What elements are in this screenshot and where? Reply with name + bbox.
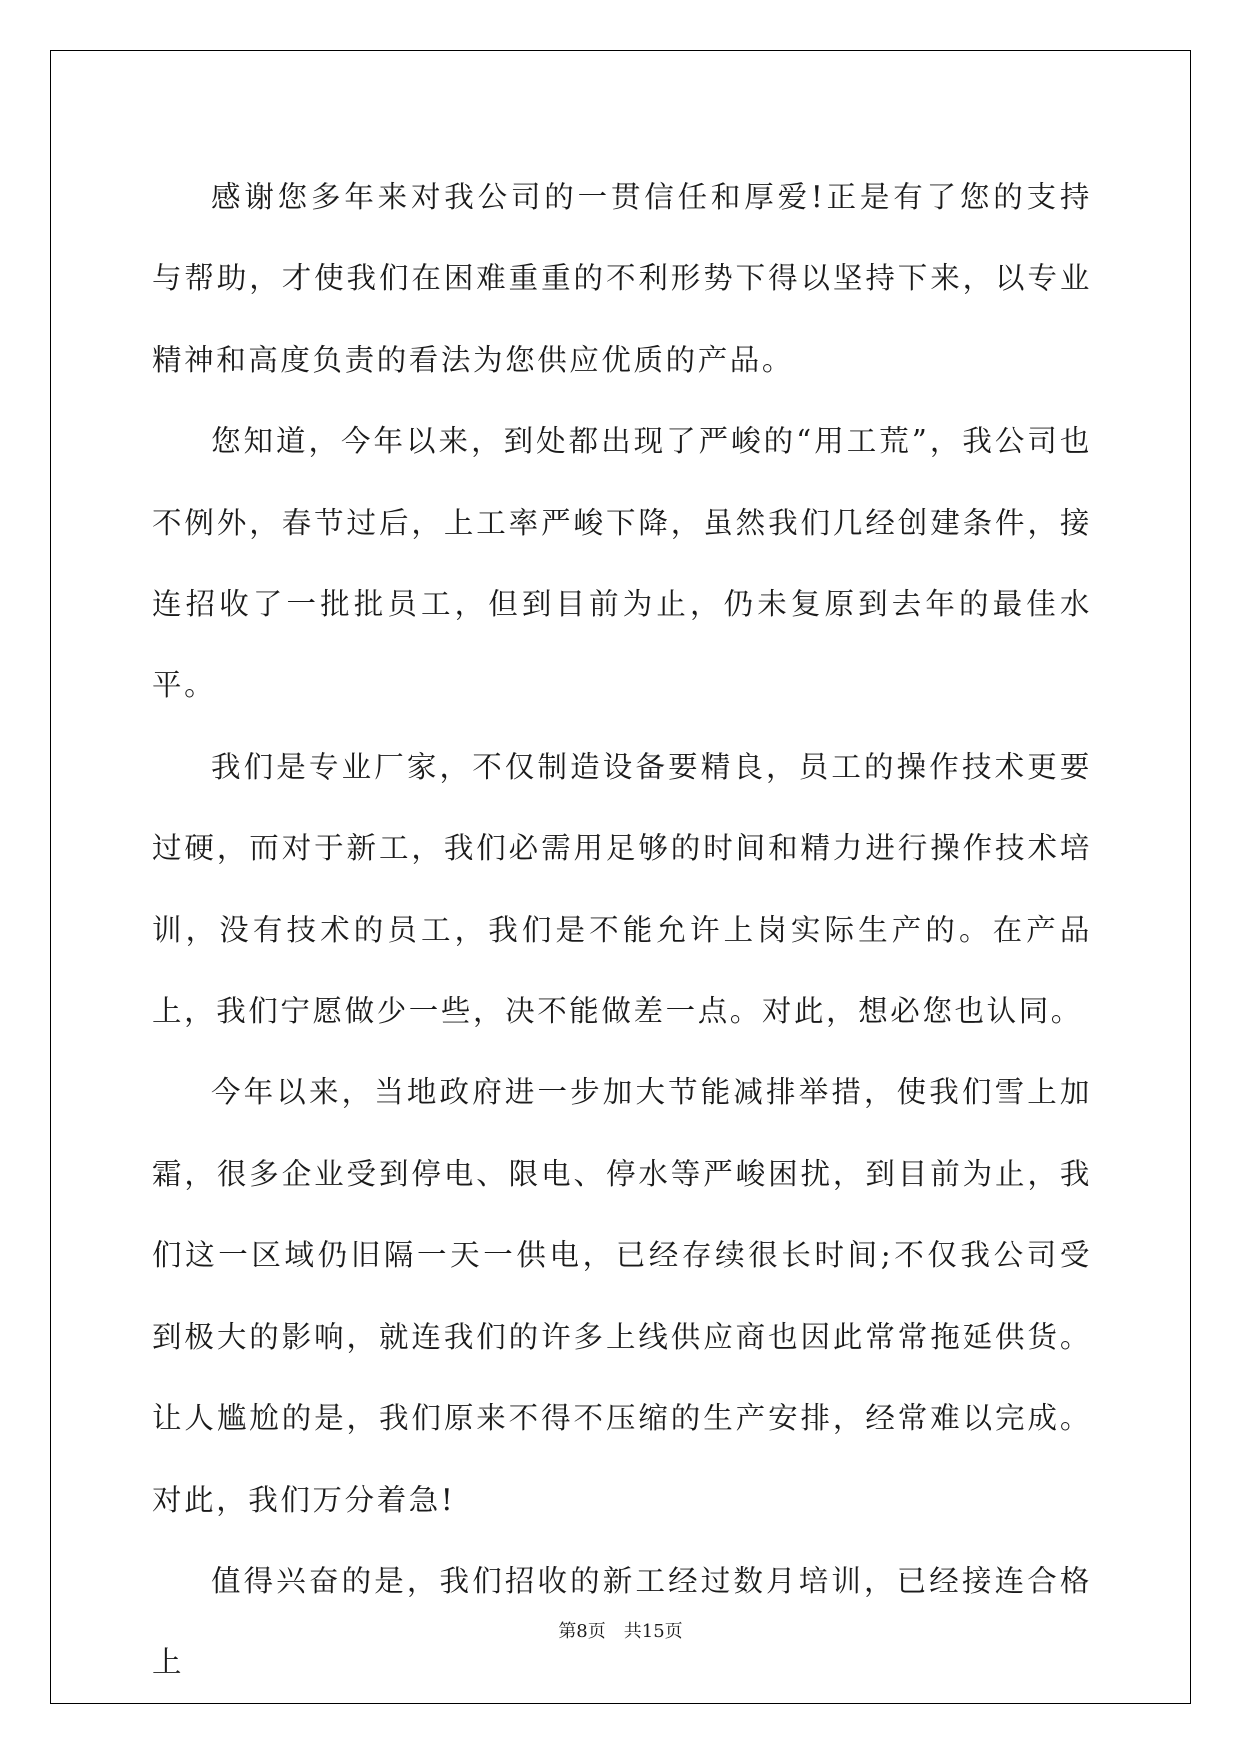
page-number: 第8页 <box>558 1621 606 1642</box>
paragraph-1: 感谢您多年来对我公司的一贯信任和厚爱!正是有了您的支持与帮助，才使我们在困难重重的不利形势下得以坚持下来，以专业精神和高度负责的看法为您供应优质的产品。 <box>152 180 1092 377</box>
page-total: 共15页 <box>623 1621 683 1642</box>
paragraph-2: 您知道，今年以来，到处都出现了严峻的“用工荒”，我公司也不例外，春节过后，上工率严峻下降，虽然我们几经创建条件，接连招收了一批批员工，但到目前为止，仍未复原到去年的最佳水平。 <box>152 424 1092 703</box>
paragraph-3: 我们是专业厂家，不仅制造设备要精良，员工的操作技术更要过硬，而对于新工，我们必需用足够的时间和精力进行操作技术培训，没有技术的员工，我们是不能允许上岗实际生产的。在产品上，我们宁愿做少一些，决不能做差一点。对此，想必您也认同。 <box>152 749 1092 1029</box>
letter-body <box>152 157 1092 1704</box>
paragraph-4: 今年以来，当地政府进一步加大节能减排举措，使我们雪上加霜，很多企业受到停电、限电、停水等严峻困扰，到目前为止，我们这一区域仍旧隔一天一供电，已经存续很长时间;不仅我公司受到极大的影响，就连我们的许多上线供应商也因此常常拖延供货。让人尴尬的是，我们原来不得不压缩的生产安排，经常难以完成。对此，我们万分着急! <box>152 1075 1092 1517</box>
page-footer <box>0 1617 1241 1643</box>
paragraph-5: 值得兴奋的是，我们招收的新工经过数月培训，已经接连合格上 <box>152 1563 1092 1680</box>
